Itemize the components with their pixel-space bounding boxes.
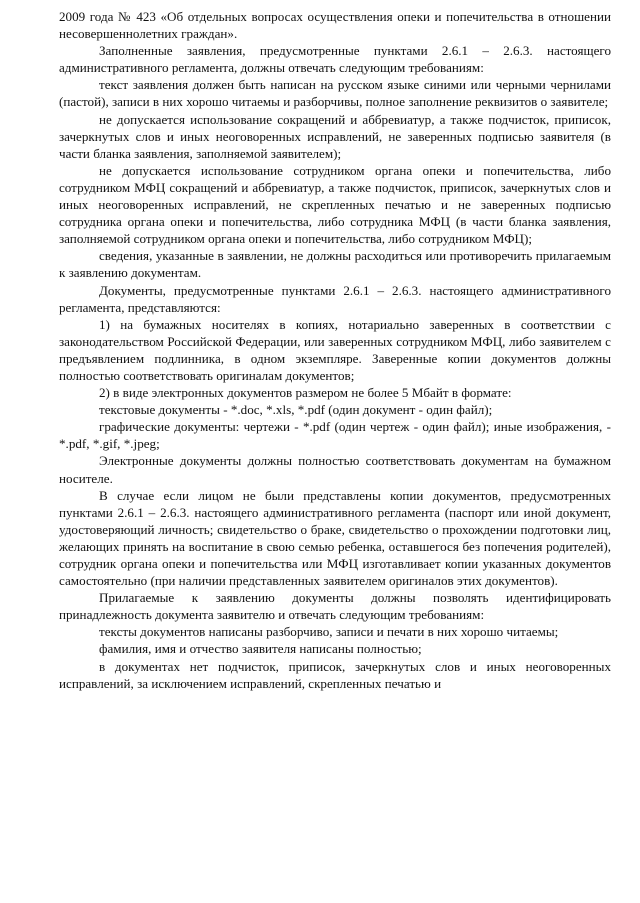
paragraph-14: Прилагаемые к заявлению документы должны позволять идентифицировать принадлежность документа заявителю и отвечать следующим требованиям: [59,590,611,623]
paragraph-12: Электронные документы должны полностью соответствовать документам на бумажном носителе. [59,453,611,486]
paragraph-1: 2009 года № 423 «Об отдельных вопросах осуществления опеки и попечительства в отношении несовершеннолетних граждан». [59,9,611,42]
paragraph-8: 1) на бумажных носителях в копиях, нотариально заверенных в соответствии с законодательством Российской Федерации, или заверенных сотрудником МФЦ, либо заявителем с предъявлением подлинника, в одном экземпляре. Заверенные копии документов должны полностью соответствовать оригиналам документов; [59,316,611,383]
paragraph-2: Заполненные заявления, предусмотренные пунктами 2.6.1 – 2.6.3. настоящего административного регламента, должны отвечать следующим требованиям: [59,43,611,76]
paragraph-10: текстовые документы - *.doc, *.xls, *.pdf (один документ - один файл); [99,402,493,418]
paragraph-4: не допускается использование сокращений и аббревиатур, а также подчисток, приписок, зачеркнутых слов и иных неоговоренных исправлений, не заверенных подписью заявителя (в части бланка заявления, заполняемой заявителем); [59,111,611,161]
paragraph-3: текст заявления должен быть написан на русском языке синими или черными чернилами (пастой), записи в них хорошо читаемы и разборчивы, полное заполнение реквизитов о заявителе; [59,77,611,110]
paragraph-7: Документы, предусмотренные пунктами 2.6.1 – 2.6.3. настоящего административного регламента, представляются: [59,282,611,315]
paragraph-6: сведения, указанные в заявлении, не должны расходиться или противоречить прилагаемым к заявлению документам. [59,248,611,281]
paragraph-15: тексты документов написаны разборчиво, записи и печати в них хорошо читаемы; [99,624,559,640]
paragraph-17: в документах нет подчисток, приписок, зачеркнутых слов и иных неоговоренных исправлений, за исключением исправлений, скрепленных печатью и [59,658,611,691]
paragraph-5: не допускается использование сотрудником органа опеки и попечительства, либо сотрудником МФЦ сокращений и аббревиатур, а также подчисток, приписок, зачеркнутых слов и иных неоговоренных исправлений, не скрепленных печатью и не заверенных подписью сотрудника органа опеки и попечительства, либо сотрудника МФЦ (в части бланка заявления, заполняемой сотрудником органа опеки и попечительства, либо сотрудником МФЦ); [59,162,611,247]
paragraph-16: фамилия, имя и отчество заявителя написаны полностью; [99,641,422,657]
paragraph-9: 2) в виде электронных документов размером не более 5 Мбайт в формате: [99,385,512,401]
document-body [59,8,611,692]
paragraph-11: графические документы: чертежи - *.pdf (один чертеж - один файл); иные изображения, - *.pdf, *.gif, *.jpeg; [59,419,611,452]
paragraph-13: В случае если лицом не были представлены копии документов, предусмотренных пунктами 2.6.1 – 2.6.3. настоящего административного регламента (паспорт или иной документ, удостоверяющий личность; свидетельство о браке, свидетельство о прохождении подготовки лиц, желающих принять на воспитание в свою семью ребенка, оставшегося без попечения родителей), сотрудник органа опеки и попечительства или МФЦ изготавливает копии указанных документов самостоятельно (при наличии представленных заявителем оригиналов этих документов). [59,487,611,589]
